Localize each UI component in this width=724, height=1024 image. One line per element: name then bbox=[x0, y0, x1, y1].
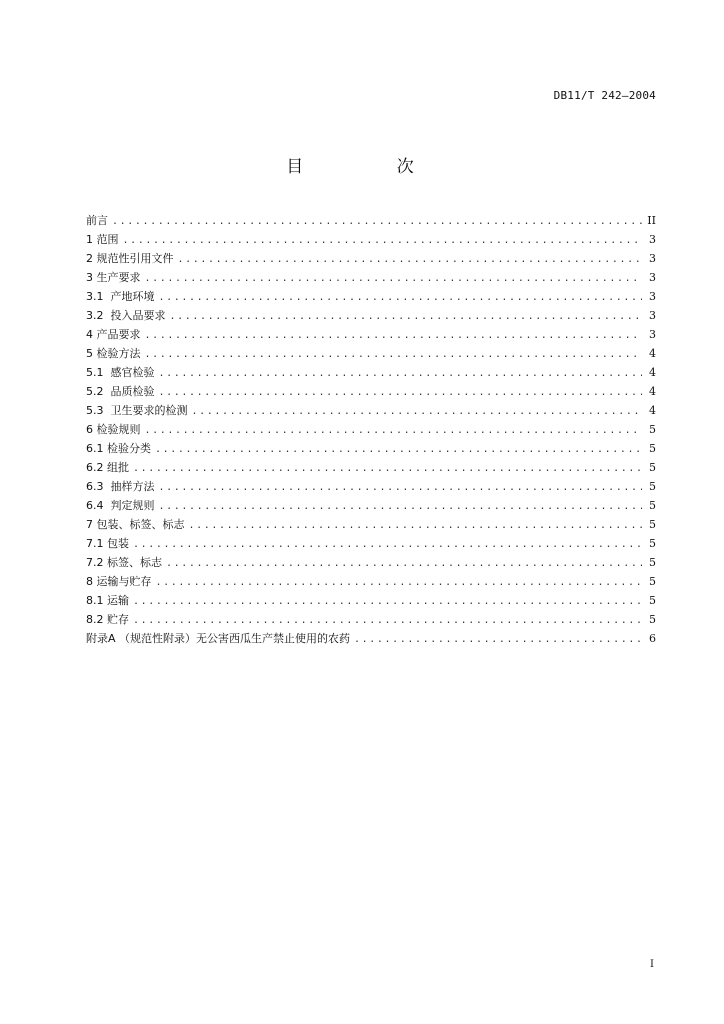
toc-entry-page: 5 bbox=[649, 613, 656, 626]
toc-entry-label: 7.1 包装 bbox=[86, 537, 129, 550]
toc-entry-page: 4 bbox=[649, 366, 656, 379]
toc-entry[interactable] bbox=[86, 515, 656, 534]
toc-leader-dots bbox=[145, 326, 643, 345]
toc-entry-label: 3 生产要求 bbox=[86, 271, 141, 284]
toc-leader-dots bbox=[145, 345, 643, 364]
toc-entry-label: 8.1 运输 bbox=[86, 594, 129, 607]
toc-entry[interactable] bbox=[86, 458, 656, 477]
toc-leader-dots bbox=[178, 250, 643, 269]
toc-leader-dots bbox=[159, 288, 643, 307]
toc-entry[interactable] bbox=[86, 230, 656, 249]
toc-entry[interactable] bbox=[86, 249, 656, 268]
document-code: DB11/T 242—2004 bbox=[553, 89, 656, 102]
toc-entry[interactable] bbox=[86, 268, 656, 287]
toc-entry-page: 3 bbox=[649, 328, 656, 341]
toc-entry-label: 5.2 品质检验 bbox=[86, 385, 155, 398]
toc-entry-page: 5 bbox=[649, 499, 656, 512]
toc-entry-page: 5 bbox=[649, 518, 656, 531]
toc-entry-label: 附录A （规范性附录）无公害西瓜生产禁止使用的农药 bbox=[86, 632, 351, 645]
toc-entry-label: 4 产品要求 bbox=[86, 328, 141, 341]
toc-entry-page: 5 bbox=[649, 480, 656, 493]
toc-entry[interactable] bbox=[86, 325, 656, 344]
toc-leader-dots bbox=[155, 440, 642, 459]
toc-entry[interactable] bbox=[86, 439, 656, 458]
toc-entry-page: 4 bbox=[649, 385, 656, 398]
toc-entry-label: 6.2 组批 bbox=[86, 461, 129, 474]
toc-entry-label: 5 检验方法 bbox=[86, 347, 141, 360]
toc-leader-dots bbox=[159, 383, 643, 402]
toc-leader-dots bbox=[145, 421, 643, 440]
toc-entry-page: 3 bbox=[649, 290, 656, 303]
toc-entry[interactable] bbox=[86, 382, 656, 401]
toc-entry[interactable] bbox=[86, 306, 656, 325]
toc-entry[interactable] bbox=[86, 496, 656, 515]
toc-entry-page: 4 bbox=[649, 347, 656, 360]
toc-entry-page: 5 bbox=[649, 461, 656, 474]
toc-leader-dots bbox=[133, 459, 642, 478]
toc-entry[interactable] bbox=[86, 477, 656, 496]
toc-entry-page: 5 bbox=[649, 556, 656, 569]
toc-leader-dots bbox=[133, 611, 642, 630]
toc-entry-label: 6.3 抽样方法 bbox=[86, 480, 155, 493]
toc-entry-label: 8.2 贮存 bbox=[86, 613, 129, 626]
toc-entry-page: 5 bbox=[649, 442, 656, 455]
toc-entry-page: II bbox=[647, 214, 656, 227]
toc-entry-label: 3.1 产地环境 bbox=[86, 290, 155, 303]
toc-entry[interactable] bbox=[86, 610, 656, 629]
toc-entry-label: 6.4 判定规则 bbox=[86, 499, 155, 512]
toc-entry-label: 6.1 检验分类 bbox=[86, 442, 151, 455]
toc-entry-label: 5.3 卫生要求的检测 bbox=[86, 404, 188, 417]
toc-title: 目 次 bbox=[286, 157, 458, 177]
toc-leader-dots bbox=[159, 478, 643, 497]
toc-leader-dots bbox=[159, 364, 643, 383]
toc-entry-label: 3.2 投入品要求 bbox=[86, 309, 166, 322]
toc-entry-label: 8 运输与贮存 bbox=[86, 575, 152, 588]
toc-entry-page: 3 bbox=[649, 233, 656, 246]
toc-entry[interactable] bbox=[86, 344, 656, 363]
toc-leader-dots bbox=[112, 212, 642, 231]
toc-entry[interactable] bbox=[86, 534, 656, 553]
toc-entry-page: 5 bbox=[649, 537, 656, 550]
toc-entry-label: 7 包装、标签、标志 bbox=[86, 518, 185, 531]
toc-leader-dots bbox=[123, 231, 643, 250]
toc-leader-dots bbox=[133, 592, 642, 611]
toc-leader-dots bbox=[170, 307, 643, 326]
toc-entry-page: 3 bbox=[649, 252, 656, 265]
toc-entry[interactable] bbox=[86, 629, 656, 648]
toc-entry-label: 6 检验规则 bbox=[86, 423, 141, 436]
toc-entry-page: 3 bbox=[649, 271, 656, 284]
toc-entry-label: 7.2 标签、标志 bbox=[86, 556, 162, 569]
toc-entry[interactable] bbox=[86, 420, 656, 439]
toc-entry-page: 5 bbox=[649, 575, 656, 588]
table-of-contents bbox=[86, 211, 656, 648]
toc-leader-dots bbox=[145, 269, 643, 288]
toc-leader-dots bbox=[166, 554, 642, 573]
toc-entry-page: 6 bbox=[649, 632, 656, 645]
toc-leader-dots bbox=[159, 497, 643, 516]
toc-entry-page: 5 bbox=[649, 594, 656, 607]
toc-entry[interactable] bbox=[86, 553, 656, 572]
toc-entry[interactable] bbox=[86, 401, 656, 420]
toc-entry[interactable] bbox=[86, 287, 656, 306]
page-number: I bbox=[650, 959, 654, 970]
toc-entry-label: 前言 bbox=[86, 214, 108, 227]
toc-entry[interactable] bbox=[86, 591, 656, 610]
toc-leader-dots bbox=[354, 630, 642, 649]
toc-entry-label: 2 规范性引用文件 bbox=[86, 252, 174, 265]
toc-leader-dots bbox=[156, 573, 643, 592]
toc-entry-label: 5.1 感官检验 bbox=[86, 366, 155, 379]
toc-leader-dots bbox=[192, 402, 643, 421]
toc-entry-label: 1 范围 bbox=[86, 233, 119, 246]
toc-entry[interactable] bbox=[86, 572, 656, 591]
toc-entry[interactable] bbox=[86, 363, 656, 382]
toc-leader-dots bbox=[189, 516, 643, 535]
toc-entry-page: 3 bbox=[649, 309, 656, 322]
toc-entry[interactable] bbox=[86, 211, 656, 230]
toc-entry-page: 5 bbox=[649, 423, 656, 436]
toc-entry-page: 4 bbox=[649, 404, 656, 417]
toc-leader-dots bbox=[133, 535, 642, 554]
